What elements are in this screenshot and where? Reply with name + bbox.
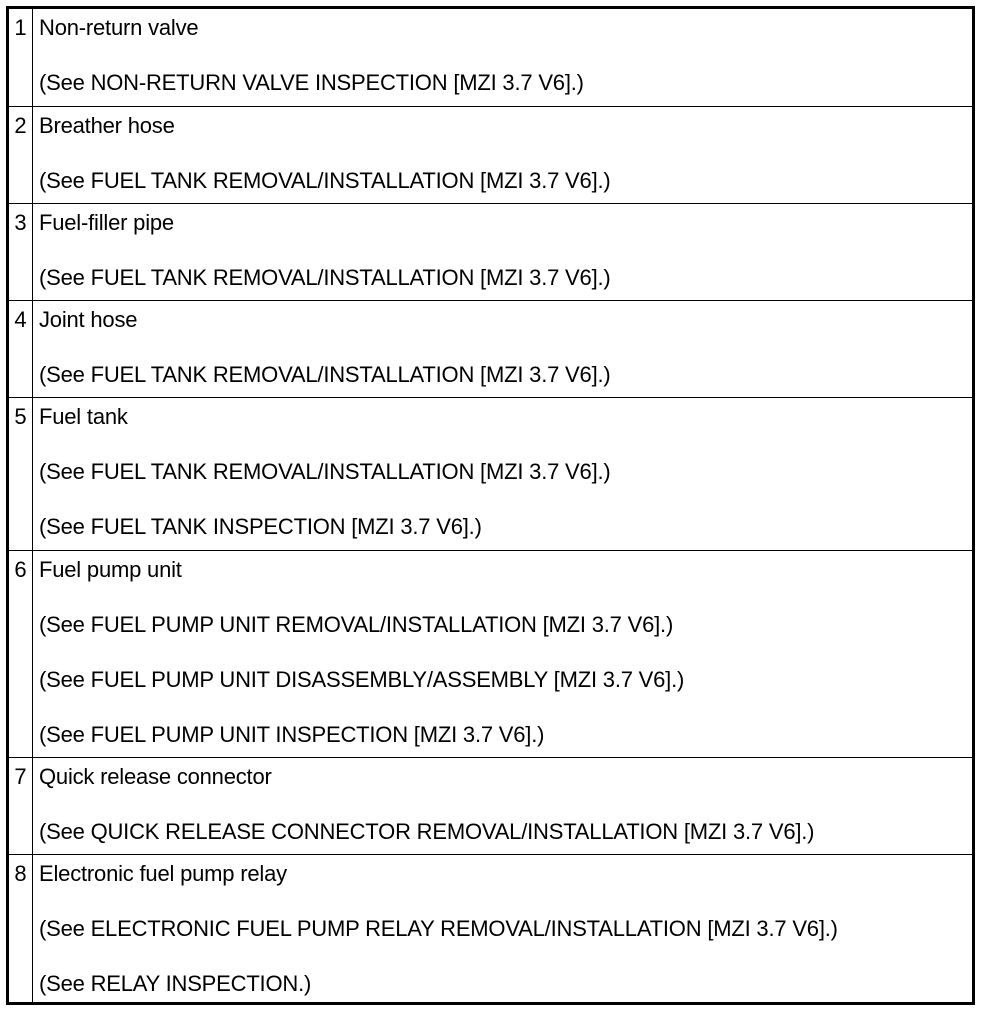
- table-row: [9, 300, 972, 397]
- item-name: Breather hose: [39, 113, 175, 138]
- table-row: [9, 203, 972, 300]
- item-reference-link[interactable]: (See RELAY INSPECTION.): [39, 971, 312, 996]
- item-description: [33, 855, 972, 1002]
- table-row: [9, 106, 972, 203]
- item-reference-link[interactable]: (See NON-RETURN VALVE INSPECTION [MZI 3.7 V6].): [39, 70, 584, 95]
- item-name: Fuel-filler pipe: [39, 210, 174, 235]
- item-reference-link[interactable]: (See QUICK RELEASE CONNECTOR REMOVAL/INSTALLATION [MZI 3.7 V6].): [39, 819, 815, 844]
- table-row: [9, 757, 972, 854]
- item-description: [33, 551, 972, 757]
- parts-table: [6, 6, 975, 1005]
- item-number: 7: [9, 758, 33, 854]
- item-description: [33, 9, 972, 106]
- item-reference-link[interactable]: (See FUEL TANK REMOVAL/INSTALLATION [MZI 3.7 V6].): [39, 168, 611, 193]
- item-number: 1: [9, 9, 33, 106]
- item-reference-link[interactable]: (See FUEL PUMP UNIT REMOVAL/INSTALLATION [MZI 3.7 V6].): [39, 612, 674, 637]
- item-name: Quick release connector: [39, 764, 272, 789]
- item-name: Joint hose: [39, 307, 138, 332]
- item-description: [33, 204, 972, 300]
- item-description: [33, 301, 972, 397]
- item-reference-link[interactable]: (See FUEL TANK REMOVAL/INSTALLATION [MZI 3.7 V6].): [39, 265, 611, 290]
- table-row: [9, 550, 972, 757]
- item-description: [33, 107, 972, 203]
- item-description: [33, 758, 972, 854]
- item-description: [33, 398, 972, 550]
- item-number: 8: [9, 855, 33, 1002]
- item-number: 3: [9, 204, 33, 300]
- item-name: Electronic fuel pump relay: [39, 861, 287, 886]
- table-row: [9, 9, 972, 106]
- item-number: 2: [9, 107, 33, 203]
- item-reference-link[interactable]: (See FUEL TANK INSPECTION [MZI 3.7 V6].): [39, 514, 482, 539]
- item-name: Fuel tank: [39, 404, 128, 429]
- item-reference-link[interactable]: (See FUEL TANK REMOVAL/INSTALLATION [MZI 3.7 V6].): [39, 459, 611, 484]
- table-row: [9, 854, 972, 1002]
- item-name: Fuel pump unit: [39, 557, 182, 582]
- item-reference-link[interactable]: (See FUEL PUMP UNIT DISASSEMBLY/ASSEMBLY [MZI 3.7 V6].): [39, 667, 685, 692]
- item-reference-link[interactable]: (See ELECTRONIC FUEL PUMP RELAY REMOVAL/INSTALLATION [MZI 3.7 V6].): [39, 916, 838, 941]
- item-number: 5: [9, 398, 33, 550]
- item-number: 4: [9, 301, 33, 397]
- table-row: [9, 397, 972, 550]
- item-name: Non-return valve: [39, 15, 199, 40]
- item-reference-link[interactable]: (See FUEL PUMP UNIT INSPECTION [MZI 3.7 V6].): [39, 722, 545, 747]
- item-number: 6: [9, 551, 33, 757]
- item-reference-link[interactable]: (See FUEL TANK REMOVAL/INSTALLATION [MZI 3.7 V6].): [39, 362, 611, 387]
